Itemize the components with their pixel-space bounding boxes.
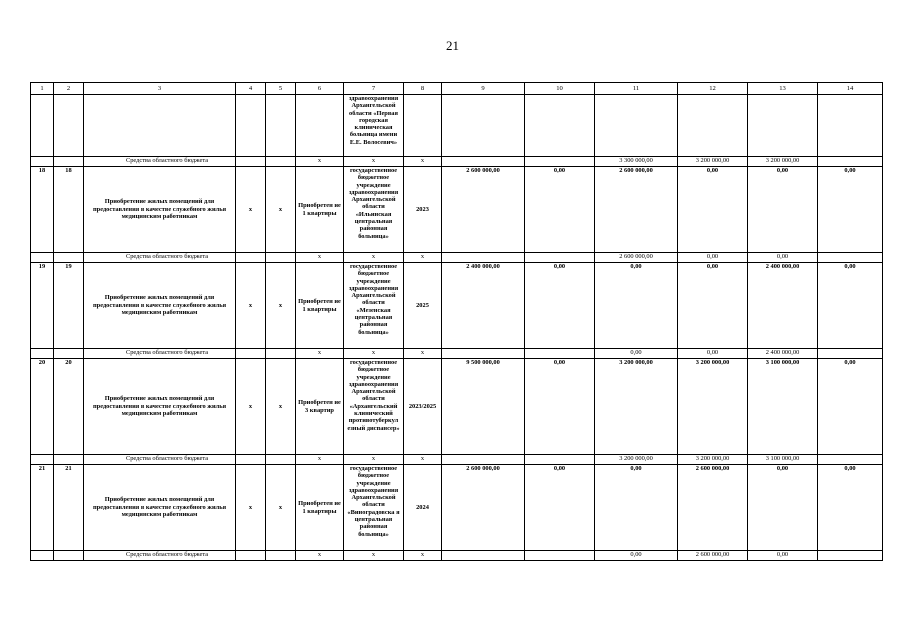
column-number: 2 [54, 83, 84, 95]
funding-label: Средства областного бюджета [84, 455, 236, 465]
column-number: 12 [678, 83, 748, 95]
cell: x [296, 455, 344, 465]
cell [442, 95, 525, 157]
cell: 0,00 [678, 253, 748, 263]
cell: 0,00 [818, 465, 883, 551]
cell [818, 551, 883, 561]
cell [818, 157, 883, 167]
organization-cell: здравоохранения Архангельской области «Первая городская клиническая больница имени Е.Е. Волосевич» [344, 95, 404, 157]
cell: 0,00 [678, 167, 748, 253]
column-number: 6 [296, 83, 344, 95]
total-cell: 9 500 000,00 [442, 359, 525, 455]
measure-name: Приобретение жилых помещений для предоставления в качестве служебного жилья медицинским работникам [84, 465, 236, 551]
row-number: 21 [31, 465, 54, 551]
column-number: 7 [344, 83, 404, 95]
cell [54, 95, 84, 157]
result-cell: Приобретен ие 1 квартиры [296, 465, 344, 551]
column-number: 11 [595, 83, 678, 95]
column-number: 10 [525, 83, 595, 95]
cell: 2 600 000,00 [678, 465, 748, 551]
cell [678, 95, 748, 157]
cell: x [236, 263, 266, 349]
result-cell: Приобретен ие 1 квартиры [296, 167, 344, 253]
cell: x [344, 455, 404, 465]
cell [525, 95, 595, 157]
cell: x [344, 157, 404, 167]
cell: 2 400 000,00 [748, 263, 818, 349]
cell [442, 253, 525, 263]
cell: x [296, 157, 344, 167]
funding-label: Средства областного бюджета [84, 157, 236, 167]
cell [266, 551, 296, 561]
cell: 3 200 000,00 [595, 359, 678, 455]
cell: 2 600 000,00 [678, 551, 748, 561]
cell: 0,00 [525, 359, 595, 455]
cell: x [344, 253, 404, 263]
year-cell: 2025 [404, 263, 442, 349]
cell: 0,00 [525, 167, 595, 253]
organization-cell: государственное бюджетное учреждение здравоохранения Архангельской области «Ильинская центральная районная больница» [344, 167, 404, 253]
cell: 0,00 [595, 263, 678, 349]
page-number: 21 [446, 38, 459, 53]
cell [31, 95, 54, 157]
cell [525, 253, 595, 263]
row-number: 21 [54, 465, 84, 551]
cell: x [266, 263, 296, 349]
budget-table [30, 82, 883, 561]
cell [236, 157, 266, 167]
funding-row [31, 253, 883, 263]
table-row [31, 263, 883, 349]
cell [818, 95, 883, 157]
result-cell: Приобретен ие 1 квартиры [296, 263, 344, 349]
funding-row [31, 349, 883, 359]
cell: x [296, 551, 344, 561]
cell [31, 455, 54, 465]
funding-label: Средства областного бюджета [84, 349, 236, 359]
cell [442, 349, 525, 359]
cell: x [266, 359, 296, 455]
organization-cell: государственное бюджетное учреждение здравоохранения Архангельской области «Архангельский клинический противотуберкул езный диспансер» [344, 359, 404, 455]
cell [442, 455, 525, 465]
cell [266, 95, 296, 157]
result-cell: Приобретен ие 3 квартир [296, 359, 344, 455]
cell [236, 349, 266, 359]
column-number: 8 [404, 83, 442, 95]
cell [818, 349, 883, 359]
column-number: 14 [818, 83, 883, 95]
cell: 0,00 [525, 263, 595, 349]
cell: x [296, 349, 344, 359]
measure-name: Приобретение жилых помещений для предоставления в качестве служебного жилья медицинским работникам [84, 263, 236, 349]
cell [54, 157, 84, 167]
table-row [31, 167, 883, 253]
cell: 0,00 [818, 359, 883, 455]
cell: 3 100 000,00 [748, 455, 818, 465]
cell: x [266, 167, 296, 253]
organization-cell: государственное бюджетное учреждение здравоохранения Архангельской области «Мезенская центральная районная больница» [344, 263, 404, 349]
cell [31, 253, 54, 263]
cell [266, 349, 296, 359]
column-number: 1 [31, 83, 54, 95]
cell: 0,00 [748, 551, 818, 561]
table-row [31, 359, 883, 455]
cell [236, 253, 266, 263]
cell: x [236, 359, 266, 455]
total-cell: 2 400 000,00 [442, 263, 525, 349]
column-number: 4 [236, 83, 266, 95]
cell: 0,00 [748, 253, 818, 263]
measure-name: Приобретение жилых помещений для предоставления в качестве служебного жилья медицинским работникам [84, 359, 236, 455]
row-number: 19 [31, 263, 54, 349]
cell: 3 200 000,00 [678, 455, 748, 465]
cell: 0,00 [595, 349, 678, 359]
column-number-row [31, 83, 883, 95]
cell [296, 95, 344, 157]
cell: 3 200 000,00 [678, 359, 748, 455]
row-number: 18 [54, 167, 84, 253]
column-number: 5 [266, 83, 296, 95]
cell: 0,00 [525, 465, 595, 551]
cell [84, 95, 236, 157]
row-number: 19 [54, 263, 84, 349]
funding-label: Средства областного бюджета [84, 253, 236, 263]
organization-cell: государственное бюджетное учреждение здравоохранения Архангельской области «Виноградовска я центральная районная больница» [344, 465, 404, 551]
cell [31, 349, 54, 359]
row-number: 18 [31, 167, 54, 253]
cell [54, 455, 84, 465]
cell: 2 400 000,00 [748, 349, 818, 359]
cell: x [266, 465, 296, 551]
cell: 0,00 [678, 263, 748, 349]
total-cell: 2 600 000,00 [442, 465, 525, 551]
cell [818, 253, 883, 263]
cell: 0,00 [595, 465, 678, 551]
cell: 3 200 000,00 [678, 157, 748, 167]
year-cell: 2023/2025 [404, 359, 442, 455]
cell: 2 600 000,00 [595, 253, 678, 263]
cell [266, 157, 296, 167]
cell: x [404, 253, 442, 263]
cell: x [344, 349, 404, 359]
cell: x [236, 465, 266, 551]
cell [595, 95, 678, 157]
cell: x [404, 455, 442, 465]
cell: 0,00 [748, 465, 818, 551]
cell: x [296, 253, 344, 263]
cell: 0,00 [818, 167, 883, 253]
cell [31, 551, 54, 561]
row-number: 20 [54, 359, 84, 455]
cell: x [404, 349, 442, 359]
cell: x [404, 551, 442, 561]
column-number: 3 [84, 83, 236, 95]
cell [266, 253, 296, 263]
cell: 3 100 000,00 [748, 359, 818, 455]
cell: 3 200 000,00 [748, 157, 818, 167]
cell: 3 300 000,00 [595, 157, 678, 167]
cell [525, 551, 595, 561]
cell [442, 551, 525, 561]
cell: x [344, 551, 404, 561]
cell: 0,00 [595, 551, 678, 561]
cell [404, 95, 442, 157]
cell: 0,00 [818, 263, 883, 349]
funding-row [31, 455, 883, 465]
cell [31, 157, 54, 167]
cell: 2 600 000,00 [595, 167, 678, 253]
cell [54, 551, 84, 561]
cell [236, 455, 266, 465]
cell [818, 455, 883, 465]
cell [236, 95, 266, 157]
cell: 0,00 [678, 349, 748, 359]
total-cell: 2 600 000,00 [442, 167, 525, 253]
cell [525, 455, 595, 465]
cell [54, 253, 84, 263]
cell [525, 157, 595, 167]
column-number: 9 [442, 83, 525, 95]
year-cell: 2023 [404, 167, 442, 253]
measure-name: Приобретение жилых помещений для предоставления в качестве служебного жилья медицинским работникам [84, 167, 236, 253]
column-number: 13 [748, 83, 818, 95]
funding-label: Средства областного бюджета [84, 551, 236, 561]
continuation-row [31, 95, 883, 157]
year-cell: 2024 [404, 465, 442, 551]
funding-row [31, 551, 883, 561]
cell [54, 349, 84, 359]
cell: 3 200 000,00 [595, 455, 678, 465]
cell [525, 349, 595, 359]
cell [442, 157, 525, 167]
cell [748, 95, 818, 157]
cell: x [236, 167, 266, 253]
cell: x [404, 157, 442, 167]
cell: 0,00 [748, 167, 818, 253]
table-row [31, 465, 883, 551]
funding-row [31, 157, 883, 167]
row-number: 20 [31, 359, 54, 455]
cell [266, 455, 296, 465]
cell [236, 551, 266, 561]
